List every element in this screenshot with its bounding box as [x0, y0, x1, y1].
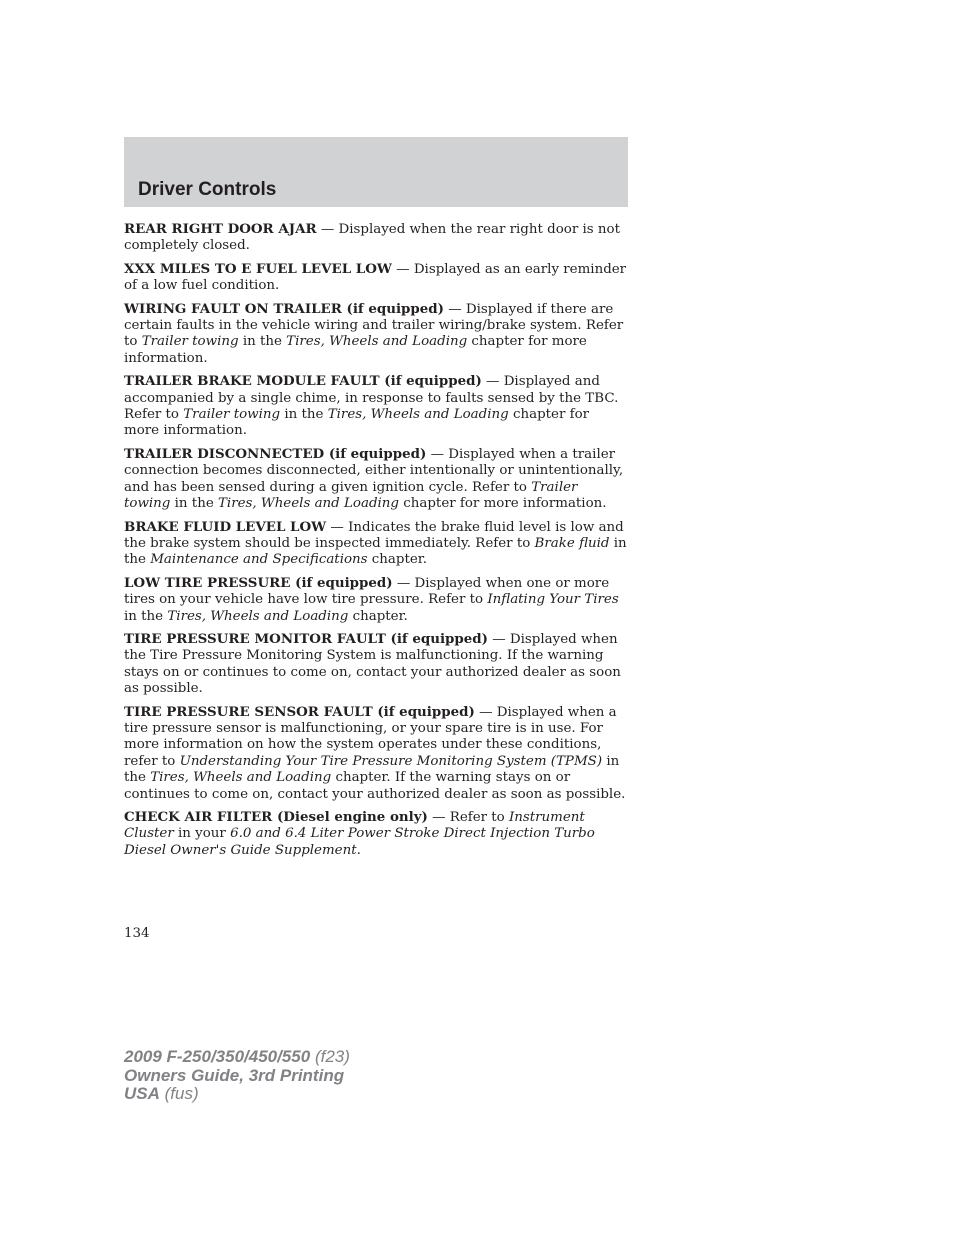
description-text: — Displayed and accompanied by a single chime, in response to faults sensed by the TBC. Refer to — [124, 374, 619, 423]
message-term: BRAKE FLUID LEVEL LOW — [124, 518, 327, 535]
description-text: . — [356, 842, 361, 858]
cross-reference: Tires, Wheels and Loading — [218, 496, 399, 512]
footer-model: 2009 F-250/350/450/550 — [124, 1047, 311, 1066]
document-footer — [124, 1048, 350, 1104]
description-text: in your — [173, 826, 231, 842]
footer-line-region — [124, 1085, 350, 1104]
description-text: in the — [124, 753, 620, 786]
message-entry — [124, 261, 628, 295]
description-text: — Refer to — [427, 810, 509, 825]
cross-reference: Trailer towing — [124, 479, 578, 512]
footer-region-code: (fus) — [159, 1084, 199, 1103]
message-list — [124, 221, 628, 865]
message-term: TRAILER DISCONNECTED (if equipped) — [124, 445, 427, 462]
description-text: — Displayed if there are certain faults in the vehicle wiring and trailer wiring/brake system. Refer to — [124, 301, 624, 350]
message-entry — [124, 631, 628, 698]
cross-reference: Maintenance and Specifications — [150, 552, 368, 568]
message-entry — [124, 704, 628, 803]
description-text: — Displayed when a trailer connection becomes disconnected, either intentionally or unintentionally, and has been sensed during a given ignition cycle. Refer to — [124, 446, 624, 495]
cross-reference: Inflating Your Tires — [487, 592, 619, 608]
description-text: chapter. — [348, 608, 408, 624]
description-text: — Displayed when one or more tires on your vehicle have low tire pressure. Refer to — [124, 575, 610, 608]
message-term: TIRE PRESSURE SENSOR FAULT (if equipped) — [124, 703, 475, 720]
message-term: LOW TIRE PRESSURE (if equipped) — [124, 574, 393, 591]
description-text: in the — [238, 334, 287, 350]
description-text: — Indicates the brake fluid level is low and the brake system should be inspected immediately. Refer to — [124, 519, 624, 551]
description-text: in the — [170, 496, 218, 512]
cross-reference: 6.0 and 6.4 Liter Power Stroke Direct Injection Turbo Diesel Owner's Guide Supplement — [124, 826, 595, 858]
message-entry — [124, 809, 628, 859]
message-term: XXX MILES TO E FUEL LEVEL LOW — [124, 260, 392, 277]
cross-reference: Tires, Wheels and Loading — [327, 407, 509, 423]
cross-reference: Tires, Wheels and Loading — [150, 770, 332, 786]
page-number: 134 — [124, 926, 150, 941]
description-text: — Displayed as an early reminder of a low fuel condition. — [124, 261, 627, 294]
footer-line-model — [124, 1048, 350, 1067]
message-term: WIRING FAULT ON TRAILER (if equipped) — [124, 300, 444, 317]
footer-model-code: (f23) — [310, 1047, 350, 1066]
footer-edition: Owners Guide, 3rd Printing — [124, 1065, 345, 1085]
cross-reference: Brake fluid — [534, 535, 610, 551]
message-entry — [124, 519, 628, 569]
description-text: chapter for more information. — [399, 496, 607, 512]
section-header-band — [124, 137, 628, 207]
cross-reference: Trailer towing — [141, 334, 239, 350]
message-entry — [124, 301, 628, 368]
description-text: — Displayed when the Tire Pressure Monitoring System is malfunctioning. If the warning stays on or continues to come on, contact your authorized dealer as soon as possible. — [124, 631, 621, 697]
message-term: TRAILER BRAKE MODULE FAULT (if equipped) — [124, 373, 482, 390]
footer-region: USA — [124, 1084, 160, 1103]
message-term: REAR RIGHT DOOR AJAR — [124, 221, 317, 237]
description-text: in the — [124, 535, 627, 568]
description-text: — Displayed when the rear right door is not completely closed. — [124, 222, 620, 254]
description-text: chapter. If the warning stays on or continues to come on, contact your authorized dealer as soon as possible. — [124, 770, 626, 802]
message-entry — [124, 373, 628, 440]
cross-reference: Tires, Wheels and Loading — [167, 608, 349, 624]
cross-reference: Instrument Cluster — [124, 810, 585, 842]
message-term: TIRE PRESSURE MONITOR FAULT (if equipped) — [124, 630, 488, 647]
description-text: chapter for more information. — [124, 334, 587, 366]
cross-reference: Understanding Your Tire Pressure Monitoring System (TPMS) — [179, 753, 603, 769]
cross-reference: Tires, Wheels and Loading — [286, 334, 468, 350]
message-entry — [124, 446, 628, 513]
message-term: CHECK AIR FILTER (Diesel engine only) — [124, 809, 428, 825]
description-text: — Displayed when a tire pressure sensor is malfunctioning, or your spare tire is in use. For more information on how the system operates under these conditions, refer to — [124, 704, 617, 769]
cross-reference: Trailer towing — [183, 407, 281, 423]
message-entry — [124, 221, 628, 255]
description-text: chapter for more information. — [124, 407, 590, 439]
section-title: Driver Controls — [138, 179, 277, 200]
description-text: in the — [124, 608, 168, 624]
description-text: in the — [280, 407, 328, 423]
message-entry — [124, 575, 628, 625]
description-text: chapter. — [367, 552, 427, 568]
